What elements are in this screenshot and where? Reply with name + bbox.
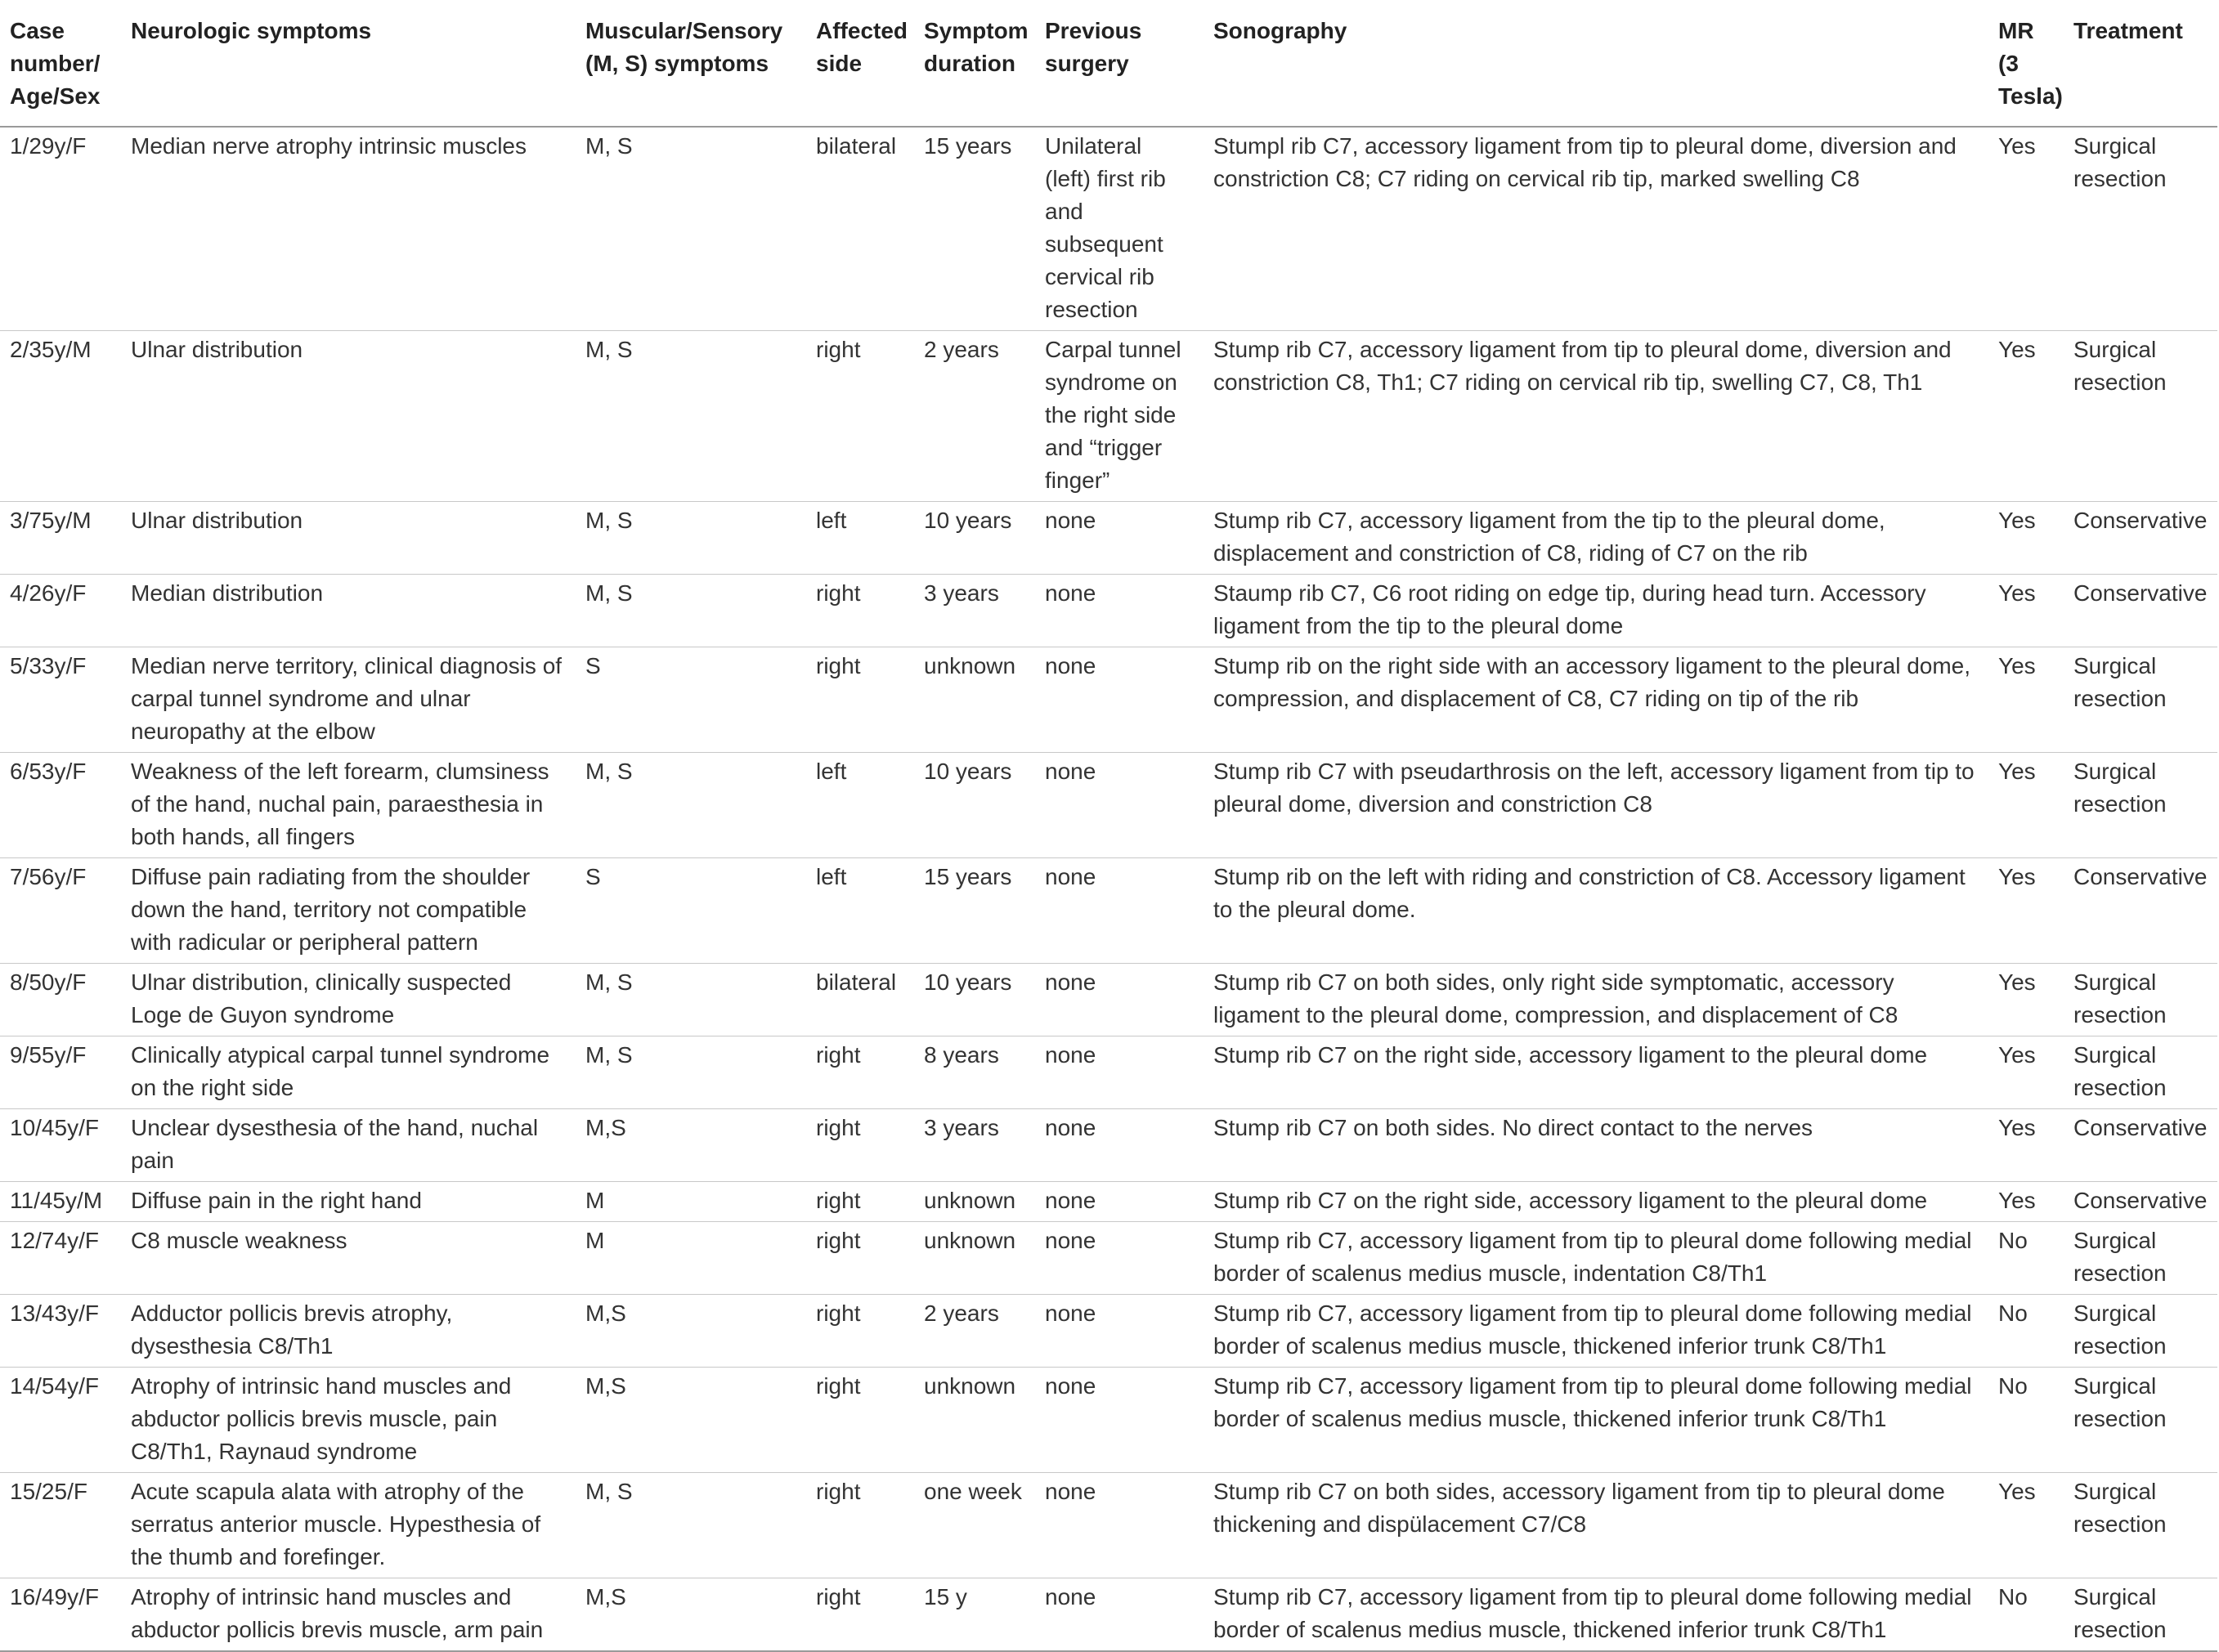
neurologic-symptoms-cell: Ulnar distribution bbox=[121, 502, 576, 575]
mr-cell: Yes bbox=[1988, 1182, 2064, 1222]
symptom-duration-cell: 10 years bbox=[914, 502, 1035, 575]
mr-cell: Yes bbox=[1988, 647, 2064, 753]
header-symptom-duration: Symptom duration bbox=[914, 0, 1035, 127]
mr-cell: Yes bbox=[1988, 1036, 2064, 1109]
previous-surgery-cell: none bbox=[1035, 575, 1204, 647]
symptom-duration-cell: unknown bbox=[914, 1182, 1035, 1222]
previous-surgery-cell: none bbox=[1035, 647, 1204, 753]
table-row bbox=[0, 1182, 2217, 1222]
case-cell: 6/53y/F bbox=[0, 753, 121, 858]
affected-side-cell: right bbox=[806, 1473, 914, 1578]
header-sonography: Sonography bbox=[1204, 0, 1988, 127]
table-row bbox=[0, 647, 2217, 753]
muscular-sensory-cell: M, S bbox=[576, 502, 806, 575]
case-cell: 2/35y/M bbox=[0, 331, 121, 502]
muscular-sensory-cell: M, S bbox=[576, 331, 806, 502]
mr-cell: No bbox=[1988, 1368, 2064, 1473]
header-muscular-sensory: Muscular/Sensory (M, S) symptoms bbox=[576, 0, 806, 127]
previous-surgery-cell: none bbox=[1035, 1578, 1204, 1652]
header-previous-surgery: Previous surgery bbox=[1035, 0, 1204, 127]
sonography-cell: Stump rib C7, accessory ligament from tip to pleural dome, diversion and constriction C8, Th1; C7 riding on cervical rib tip, swelling C7, C8, Th1 bbox=[1204, 331, 1988, 502]
muscular-sensory-cell: M,S bbox=[576, 1109, 806, 1182]
treatment-cell: Surgical resection bbox=[2064, 647, 2217, 753]
affected-side-cell: bilateral bbox=[806, 964, 914, 1036]
table-row bbox=[0, 127, 2217, 331]
table-row bbox=[0, 753, 2217, 858]
treatment-cell: Surgical resection bbox=[2064, 1368, 2217, 1473]
previous-surgery-cell: Carpal tunnel syndrome on the right side and “trigger finger” bbox=[1035, 331, 1204, 502]
neurologic-symptoms-cell: Median nerve territory, clinical diagnosis of carpal tunnel syndrome and ulnar neuropathy at the elbow bbox=[121, 647, 576, 753]
table-row bbox=[0, 858, 2217, 964]
sonography-cell: Stump rib C7, accessory ligament from the tip to the pleural dome, displacement and constriction of C8, riding of C7 on the rib bbox=[1204, 502, 1988, 575]
sonography-cell: Stump rib C7 on the right side, accessory ligament to the pleural dome bbox=[1204, 1036, 1988, 1109]
mr-cell: Yes bbox=[1988, 127, 2064, 331]
symptom-duration-cell: 15 years bbox=[914, 127, 1035, 331]
case-cell: 12/74y/F bbox=[0, 1222, 121, 1295]
treatment-cell: Conservative bbox=[2064, 502, 2217, 575]
table-header bbox=[0, 0, 2217, 127]
case-cell: 1/29y/F bbox=[0, 127, 121, 331]
neurologic-symptoms-cell: Atrophy of intrinsic hand muscles and abductor pollicis brevis muscle, arm pain bbox=[121, 1578, 576, 1652]
affected-side-cell: right bbox=[806, 1222, 914, 1295]
case-cell: 4/26y/F bbox=[0, 575, 121, 647]
affected-side-cell: bilateral bbox=[806, 127, 914, 331]
previous-surgery-cell: none bbox=[1035, 1109, 1204, 1182]
neurologic-symptoms-cell: C8 muscle weakness bbox=[121, 1222, 576, 1295]
treatment-cell: Conservative bbox=[2064, 575, 2217, 647]
neurologic-symptoms-cell: Ulnar distribution, clinically suspected Loge de Guyon syndrome bbox=[121, 964, 576, 1036]
previous-surgery-cell: none bbox=[1035, 1222, 1204, 1295]
neurologic-symptoms-cell: Adductor pollicis brevis atrophy, dysesthesia C8/Th1 bbox=[121, 1295, 576, 1368]
symptom-duration-cell: 8 years bbox=[914, 1036, 1035, 1109]
muscular-sensory-cell: M bbox=[576, 1182, 806, 1222]
symptom-duration-cell: 10 years bbox=[914, 753, 1035, 858]
case-cell: 16/49y/F bbox=[0, 1578, 121, 1652]
symptom-duration-cell: 2 years bbox=[914, 1295, 1035, 1368]
treatment-cell: Surgical resection bbox=[2064, 1222, 2217, 1295]
neurologic-symptoms-cell: Median nerve atrophy intrinsic muscles bbox=[121, 127, 576, 331]
case-cell: 11/45y/M bbox=[0, 1182, 121, 1222]
previous-surgery-cell: none bbox=[1035, 1473, 1204, 1578]
muscular-sensory-cell: S bbox=[576, 647, 806, 753]
affected-side-cell: right bbox=[806, 331, 914, 502]
neurologic-symptoms-cell: Ulnar distribution bbox=[121, 331, 576, 502]
muscular-sensory-cell: M, S bbox=[576, 964, 806, 1036]
muscular-sensory-cell: S bbox=[576, 858, 806, 964]
treatment-cell: Conservative bbox=[2064, 1182, 2217, 1222]
treatment-cell: Conservative bbox=[2064, 858, 2217, 964]
mr-cell: Yes bbox=[1988, 1473, 2064, 1578]
affected-side-cell: right bbox=[806, 1036, 914, 1109]
previous-surgery-cell: none bbox=[1035, 1036, 1204, 1109]
case-cell: 15/25/F bbox=[0, 1473, 121, 1578]
affected-side-cell: right bbox=[806, 1578, 914, 1652]
affected-side-cell: right bbox=[806, 575, 914, 647]
sonography-cell: Stump rib C7 on both sides. No direct contact to the nerves bbox=[1204, 1109, 1988, 1182]
case-cell: 8/50y/F bbox=[0, 964, 121, 1036]
header-treatment: Treatment bbox=[2064, 0, 2217, 127]
treatment-cell: Surgical resection bbox=[2064, 753, 2217, 858]
affected-side-cell: right bbox=[806, 1295, 914, 1368]
table-body bbox=[0, 127, 2217, 1651]
symptom-duration-cell: one week bbox=[914, 1473, 1035, 1578]
mr-cell: Yes bbox=[1988, 753, 2064, 858]
case-cell: 14/54y/F bbox=[0, 1368, 121, 1473]
symptom-duration-cell: 3 years bbox=[914, 1109, 1035, 1182]
treatment-cell: Surgical resection bbox=[2064, 1036, 2217, 1109]
muscular-sensory-cell: M, S bbox=[576, 1036, 806, 1109]
symptom-duration-cell: unknown bbox=[914, 1222, 1035, 1295]
previous-surgery-cell: Unilateral (left) first rib and subsequent cervical rib resection bbox=[1035, 127, 1204, 331]
treatment-cell: Surgical resection bbox=[2064, 1578, 2217, 1652]
affected-side-cell: right bbox=[806, 1109, 914, 1182]
neurologic-symptoms-cell: Clinically atypical carpal tunnel syndrome on the right side bbox=[121, 1036, 576, 1109]
mr-cell: Yes bbox=[1988, 502, 2064, 575]
affected-side-cell: right bbox=[806, 1368, 914, 1473]
header-case: Case number/ Age/Sex bbox=[0, 0, 121, 127]
treatment-cell: Surgical resection bbox=[2064, 127, 2217, 331]
muscular-sensory-cell: M, S bbox=[576, 1473, 806, 1578]
affected-side-cell: left bbox=[806, 858, 914, 964]
sonography-cell: Stump rib C7, accessory ligament from tip to pleural dome following medial border of scalenus medius muscle, thickened inferior trunk C8/Th1 bbox=[1204, 1295, 1988, 1368]
case-cell: 9/55y/F bbox=[0, 1036, 121, 1109]
muscular-sensory-cell: M, S bbox=[576, 127, 806, 331]
neurologic-symptoms-cell: Median distribution bbox=[121, 575, 576, 647]
table-row bbox=[0, 1109, 2217, 1182]
sonography-cell: Stump rib C7, accessory ligament from tip to pleural dome following medial border of scalenus medius muscle, thickened inferior trunk C8/Th1 bbox=[1204, 1578, 1988, 1652]
table-row bbox=[0, 1578, 2217, 1652]
treatment-cell: Surgical resection bbox=[2064, 331, 2217, 502]
neurologic-symptoms-cell: Unclear dysesthesia of the hand, nuchal pain bbox=[121, 1109, 576, 1182]
symptom-duration-cell: unknown bbox=[914, 1368, 1035, 1473]
affected-side-cell: right bbox=[806, 647, 914, 753]
treatment-cell: Surgical resection bbox=[2064, 1295, 2217, 1368]
sonography-cell: Stump rib C7 with pseudarthrosis on the left, accessory ligament from tip to pleural dome, diversion and constriction C8 bbox=[1204, 753, 1988, 858]
header-mr: MR (3 Tesla) bbox=[1988, 0, 2064, 127]
previous-surgery-cell: none bbox=[1035, 1295, 1204, 1368]
sonography-cell: Stump rib on the right side with an accessory ligament to the pleural dome, compression, and displacement of C8, C7 riding on tip of the rib bbox=[1204, 647, 1988, 753]
mr-cell: Yes bbox=[1988, 331, 2064, 502]
previous-surgery-cell: none bbox=[1035, 1368, 1204, 1473]
case-cell: 5/33y/F bbox=[0, 647, 121, 753]
mr-cell: No bbox=[1988, 1578, 2064, 1652]
neurologic-symptoms-cell: Acute scapula alata with atrophy of the serratus anterior muscle. Hypesthesia of the thumb and forefinger. bbox=[121, 1473, 576, 1578]
mr-cell: Yes bbox=[1988, 964, 2064, 1036]
symptom-duration-cell: 3 years bbox=[914, 575, 1035, 647]
table-row bbox=[0, 964, 2217, 1036]
mr-cell: Yes bbox=[1988, 858, 2064, 964]
muscular-sensory-cell: M, S bbox=[576, 575, 806, 647]
sonography-cell: Stump rib C7, accessory ligament from tip to pleural dome following medial border of scalenus medius muscle, thickened inferior trunk C8/Th1 bbox=[1204, 1368, 1988, 1473]
sonography-cell: Stump rib C7 on both sides, only right side symptomatic, accessory ligament to the pleural dome, compression, and displacement of C8 bbox=[1204, 964, 1988, 1036]
muscular-sensory-cell: M,S bbox=[576, 1368, 806, 1473]
mr-cell: No bbox=[1988, 1222, 2064, 1295]
header-affected-side: Affected side bbox=[806, 0, 914, 127]
previous-surgery-cell: none bbox=[1035, 753, 1204, 858]
previous-surgery-cell: none bbox=[1035, 858, 1204, 964]
neurologic-symptoms-cell: Diffuse pain in the right hand bbox=[121, 1182, 576, 1222]
treatment-cell: Conservative bbox=[2064, 1109, 2217, 1182]
symptom-duration-cell: 15 years bbox=[914, 858, 1035, 964]
treatment-cell: Surgical resection bbox=[2064, 964, 2217, 1036]
table-row bbox=[0, 1368, 2217, 1473]
previous-surgery-cell: none bbox=[1035, 1182, 1204, 1222]
case-cell: 10/45y/F bbox=[0, 1109, 121, 1182]
treatment-cell: Surgical resection bbox=[2064, 1473, 2217, 1578]
muscular-sensory-cell: M, S bbox=[576, 753, 806, 858]
table-row bbox=[0, 1036, 2217, 1109]
case-cell: 13/43y/F bbox=[0, 1295, 121, 1368]
sonography-cell: Staump rib C7, C6 root riding on edge tip, during head turn. Accessory ligament from the tip to the pleural dome bbox=[1204, 575, 1988, 647]
neurologic-symptoms-cell: Diffuse pain radiating from the shoulder down the hand, territory not compatible with radicular or peripheral pattern bbox=[121, 858, 576, 964]
table-row bbox=[0, 1473, 2217, 1578]
previous-surgery-cell: none bbox=[1035, 964, 1204, 1036]
symptom-duration-cell: 15 y bbox=[914, 1578, 1035, 1652]
table-row bbox=[0, 1222, 2217, 1295]
case-cell: 7/56y/F bbox=[0, 858, 121, 964]
sonography-cell: Stump rib on the left with riding and constriction of C8. Accessory ligament to the pleural dome. bbox=[1204, 858, 1988, 964]
affected-side-cell: left bbox=[806, 753, 914, 858]
mr-cell: Yes bbox=[1988, 575, 2064, 647]
table-row bbox=[0, 502, 2217, 575]
mr-cell: Yes bbox=[1988, 1109, 2064, 1182]
sonography-cell: Stump rib C7 on both sides, accessory ligament from tip to pleural dome thickening and dispülacement C7/C8 bbox=[1204, 1473, 1988, 1578]
affected-side-cell: left bbox=[806, 502, 914, 575]
sonography-cell: Stump rib C7, accessory ligament from tip to pleural dome following medial border of scalenus medius muscle, indentation C8/Th1 bbox=[1204, 1222, 1988, 1295]
header-row bbox=[0, 0, 2217, 127]
sonography-cell: Stump rib C7 on the right side, accessory ligament to the pleural dome bbox=[1204, 1182, 1988, 1222]
sonography-cell: Stumpl rib C7, accessory ligament from tip to pleural dome, diversion and constriction C8; C7 riding on cervical rib tip, marked swelling C8 bbox=[1204, 127, 1988, 331]
neurologic-symptoms-cell: Weakness of the left forearm, clumsiness of the hand, nuchal pain, paraesthesia in both hands, all fingers bbox=[121, 753, 576, 858]
symptom-duration-cell: 2 years bbox=[914, 331, 1035, 502]
muscular-sensory-cell: M,S bbox=[576, 1295, 806, 1368]
symptom-duration-cell: unknown bbox=[914, 647, 1035, 753]
table-row bbox=[0, 575, 2217, 647]
neurologic-symptoms-cell: Atrophy of intrinsic hand muscles and abductor pollicis brevis muscle, pain C8/Th1, Raynaud syndrome bbox=[121, 1368, 576, 1473]
case-cell: 3/75y/M bbox=[0, 502, 121, 575]
previous-surgery-cell: none bbox=[1035, 502, 1204, 575]
table-row bbox=[0, 1295, 2217, 1368]
table-row bbox=[0, 331, 2217, 502]
muscular-sensory-cell: M,S bbox=[576, 1578, 806, 1652]
affected-side-cell: right bbox=[806, 1182, 914, 1222]
muscular-sensory-cell: M bbox=[576, 1222, 806, 1295]
symptom-duration-cell: 10 years bbox=[914, 964, 1035, 1036]
header-neurologic-symptoms: Neurologic symptoms bbox=[121, 0, 576, 127]
mr-cell: No bbox=[1988, 1295, 2064, 1368]
